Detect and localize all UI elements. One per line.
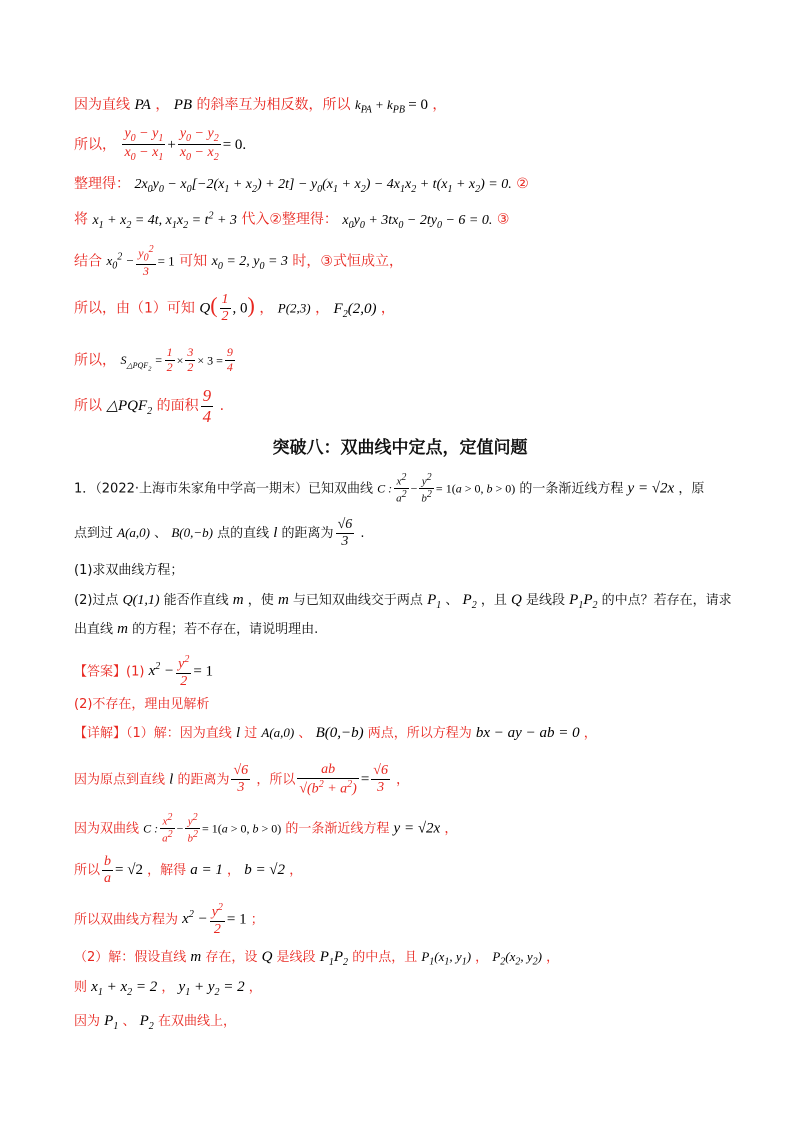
math: bx − ay − ab = 0 [475,725,580,741]
math: A(a,0) [261,725,295,740]
math: $P_2$ [139,1013,154,1032]
text: 1．（2022·上海市朱家角中学高一期末）已知双曲线 [74,481,373,497]
math: $\frac{9}{4}$ [202,386,212,426]
section-title: 突破八：双曲线中定点，定值问题 [272,438,528,458]
math: $x_1 + x_2 = 4t$, $x_1x_2 = t^2 + 3$ [92,210,237,231]
text: 在双曲线上， [157,1014,236,1029]
math: $x^2$ − [182,909,208,928]
math: ( [210,292,218,318]
text: 两点，所以方程为 [367,726,472,741]
text: 的一条渐近线方程 [519,481,624,497]
math: a = 1 [190,862,223,879]
text: ， [227,863,241,879]
problem-line-2 [74,517,365,550]
text: ， [396,772,410,788]
text: (2)过点 [74,593,119,608]
math: $\frac{b}{a}$ [104,854,112,887]
detail-line-1 [74,724,597,742]
text: 所以 [74,398,102,415]
text: 的距离为 [281,526,334,542]
math: $y_1 + y_2 = 2$ [178,979,245,998]
math: $x_1 + x_2 = 2$ [91,979,158,998]
detail-line-8 [74,1012,236,1033]
math: $\frac{x^2}{a^2}$ [162,812,173,845]
math: $\frac{y_0 - y_2}{x_0 - x_2}$ [179,126,219,164]
text: (1) [126,664,145,680]
math: $\triangle PQF_2$ [106,398,153,418]
detail-line-3: 因为双曲线 C : $\frac{x^2}{a^2}$ − $\frac{y^2}{b^2}$ = 1(a > 0, b > 0) 的一条渐近线方程 y = √2x ， [74,812,458,845]
question-1: (1)求双曲线方程； [74,563,184,578]
detail-line-6 [74,948,559,969]
text: 可知 [179,253,208,270]
solution-line-5: 结合 $x_0^2$ − $\frac{y_0^2}{3}$ = 1 可知 $x_0 = 2$, $y_0 = 3$ 时，③式恒成立， [74,244,403,278]
math: y = √2x [627,480,675,497]
math: C : [143,821,159,836]
math: $\frac{√6}{3}$ [373,763,388,796]
text: 代入②整理得： [241,211,338,228]
text: 将 [74,211,88,228]
math: P(2,3) [277,300,311,316]
math: $x_0^2$ − [106,252,135,272]
text: ，使 [247,593,274,608]
text: ，解得 [147,863,187,879]
text: 的中点，且 [352,950,418,965]
solution-line-1 [74,96,446,117]
math: $\frac{√6}{3}$ [337,517,353,550]
math: $\frac{9}{4}$ [226,345,233,374]
text: 过 [244,726,258,741]
math: C : [377,481,393,496]
text: ， [155,97,170,113]
solution-line-3 [74,176,529,196]
math: $x^2$ − [148,661,175,680]
math: Q [261,949,273,965]
solution-line-2: 所以， $\frac{y_0 - y_1}{x_0 - x_1}$ + $\frac{y_0 - y_2}{x_0 - x_2}$ = 0. [74,126,247,164]
math: $P_1P_2$ [569,592,598,611]
text: 的方程；若不存在，请说明理由. [132,622,319,637]
math: $\frac{y^2}{b^2}$ [187,812,198,845]
math: m [117,621,128,637]
text: ，所以 [256,772,296,788]
text: 所以，由（1）可知 [74,300,195,317]
math: b = √2 [244,862,286,879]
text: 的中点？若存在，请求 [601,593,732,608]
text: （2）解：假设直线 [74,950,187,965]
text: ， [380,300,395,317]
text: 所以双曲线方程为 [74,912,179,928]
math: $x_0 = 2$, $y_0 = 3$ [211,254,288,273]
math: Q [511,592,522,608]
math: $\frac{y_0^2}{3}$ [138,244,154,278]
math: $\frac{1}{2}$ [166,345,173,374]
solution-line-8 [74,386,224,426]
math: m [277,592,289,608]
answer-line-1: 【答案】(1) $x^2$ − $\frac{y^2}{2}$ = 1 [74,654,214,689]
math: y = √2x [393,820,441,837]
math: B(0,−b) [315,725,364,741]
math: $S_{\triangle PQF_2}$ = [120,353,163,373]
text: ， [161,980,175,995]
solution-line-4 [74,210,509,231]
math: m [190,949,202,965]
text: 、 [122,1014,136,1029]
math: $P_2$ [462,592,477,611]
text: ， [583,726,597,741]
text: 的斜率互为相反数，所以 [196,97,351,113]
math: $P_1$ [104,1013,119,1032]
text: 的距离为 [177,772,230,788]
math: $\frac{y^2}{2}$ [178,654,190,689]
text: 时，③式恒成立， [292,253,403,270]
text: ， [289,863,303,879]
text: 出直线 [74,622,114,637]
text: 所以， [74,352,116,369]
math: ) [247,292,255,318]
math: l [273,525,278,542]
math: PB [173,97,193,113]
text: 因为双曲线 [74,821,140,837]
math: $\frac{y^2}{2}$ [211,902,223,937]
answer-line-2: (2)不存在，理由见解析 [74,697,210,712]
text: 因为 [74,1014,101,1029]
math: $\frac{x^2}{a^2}$ [396,472,407,505]
text: 则 [74,980,88,995]
text: 结合 [74,253,102,270]
math: $F_2(2,0)$ [333,300,377,320]
text: 是线段 [276,950,316,965]
math: $\frac{y_0 - y_1}{x_0 - x_1}$ [124,126,164,164]
text: ， [248,980,262,995]
text: 与已知双曲线交于两点 [292,593,423,608]
math: $\frac{1}{2}$ [221,292,229,325]
text: 、 [298,726,312,741]
math: $P_1(x_1$, $y_1$) [421,949,472,968]
math: B(0,−b) [171,525,213,541]
math: $\frac{3}{2}$ [187,345,194,374]
math: $\frac{ab}{√(b^2 + a^2)}$ [299,762,357,797]
text: ， [315,300,330,317]
detail-line-4: 所以 $\frac{b}{a}$ = √2 ，解得 a = 1 ， b = √2 ， [74,854,303,887]
text: （1）解：因为直线 [126,726,232,741]
text: . [360,526,365,542]
text: 所以， [74,136,116,153]
text: 、 [154,526,168,542]
detail-line-2: 因为原点到直线 l 的距离为 $\frac{√6}{3}$ ，所以 $\frac{ab}{√(b^2 + a^2)}$ = $\frac{√6}{3}$ ， [74,762,410,797]
text: ， [475,950,489,965]
math: PA [134,97,151,113]
question-2-line-1 [74,591,732,612]
text: ② [516,176,529,192]
text: 点到过 [74,526,114,542]
text: 的面积 [156,398,199,415]
math: m [232,592,244,608]
solution-line-6: 所以，由（1）可知 Q( $\frac{1}{2}$ , 0) ， P(2,3) ， $F_2(2,0)$ ， [74,292,395,325]
math: $P_2(x_2$, $y_2$) [492,949,543,968]
detail-line-5: 所以双曲线方程为 $x^2$ − $\frac{y^2}{2}$ = 1 ； [74,902,264,937]
text: 所以 [74,863,101,879]
solution-line-7: 所以， $S_{\triangle PQF_2}$ = $\frac{1}{2}$ × $\frac{3}{2}$ × 3 = $\frac{9}{4}$ [74,345,233,374]
text: ③ [496,211,510,228]
text: 的一条渐近线方程 [285,821,390,837]
text: 、 [445,593,459,608]
math: $2x_0y_0 - x_0[-2(x_1 + x_2) + 2t] - y_0(x_1 + x_2) - 4x_1x_2 + t(x_1 + x_2) = 0$. [134,177,512,195]
text: 是线段 [526,593,566,608]
text: ，且 [480,593,507,608]
text: ， [444,821,458,837]
math: $\frac{√6}{3}$ [233,763,249,796]
text: 点的直线 [217,526,270,542]
math: l [169,771,174,788]
math: A(a,0) [117,525,151,541]
math: $x_0y_0 + 3tx_0 - 2ty_0 - 6 = 0$. [342,212,493,231]
math: l [235,725,241,741]
text: 因为直线 [74,97,130,113]
text: 能否作直线 [163,593,229,608]
problem-line-1: 1．（2022·上海市朱家角中学高一期末）已知双曲线 C : $\frac{x^2}{a^2}$ − $\frac{y^2}{b^2}$ = 1(a > 0, b > 0) 的一条渐近线方程 y = √2x ，原 [74,472,705,505]
text: ； [250,912,264,928]
detail-line-7 [74,978,262,999]
answer-label: 【答案】 [74,664,127,680]
text: ， [259,300,274,317]
detail-label: 【详解】 [74,726,127,741]
math: $P_1P_2$ [319,949,349,968]
text: 存在，设 [205,950,258,965]
text: 因为原点到直线 [74,772,166,788]
math: Q(1,1) [122,593,160,608]
math: Q [199,300,211,317]
math: $P_1$ [427,592,442,611]
text: ，原 [678,481,705,497]
text: . [219,398,225,415]
text: ， [546,950,560,965]
math: $\frac{y^2}{b^2}$ [421,472,432,505]
math: $k_{PA} + k_{PB} = 0$ [355,97,428,116]
question-2-line-2 [74,620,318,638]
text: ， [432,97,447,113]
text: 整理得： [74,176,130,192]
